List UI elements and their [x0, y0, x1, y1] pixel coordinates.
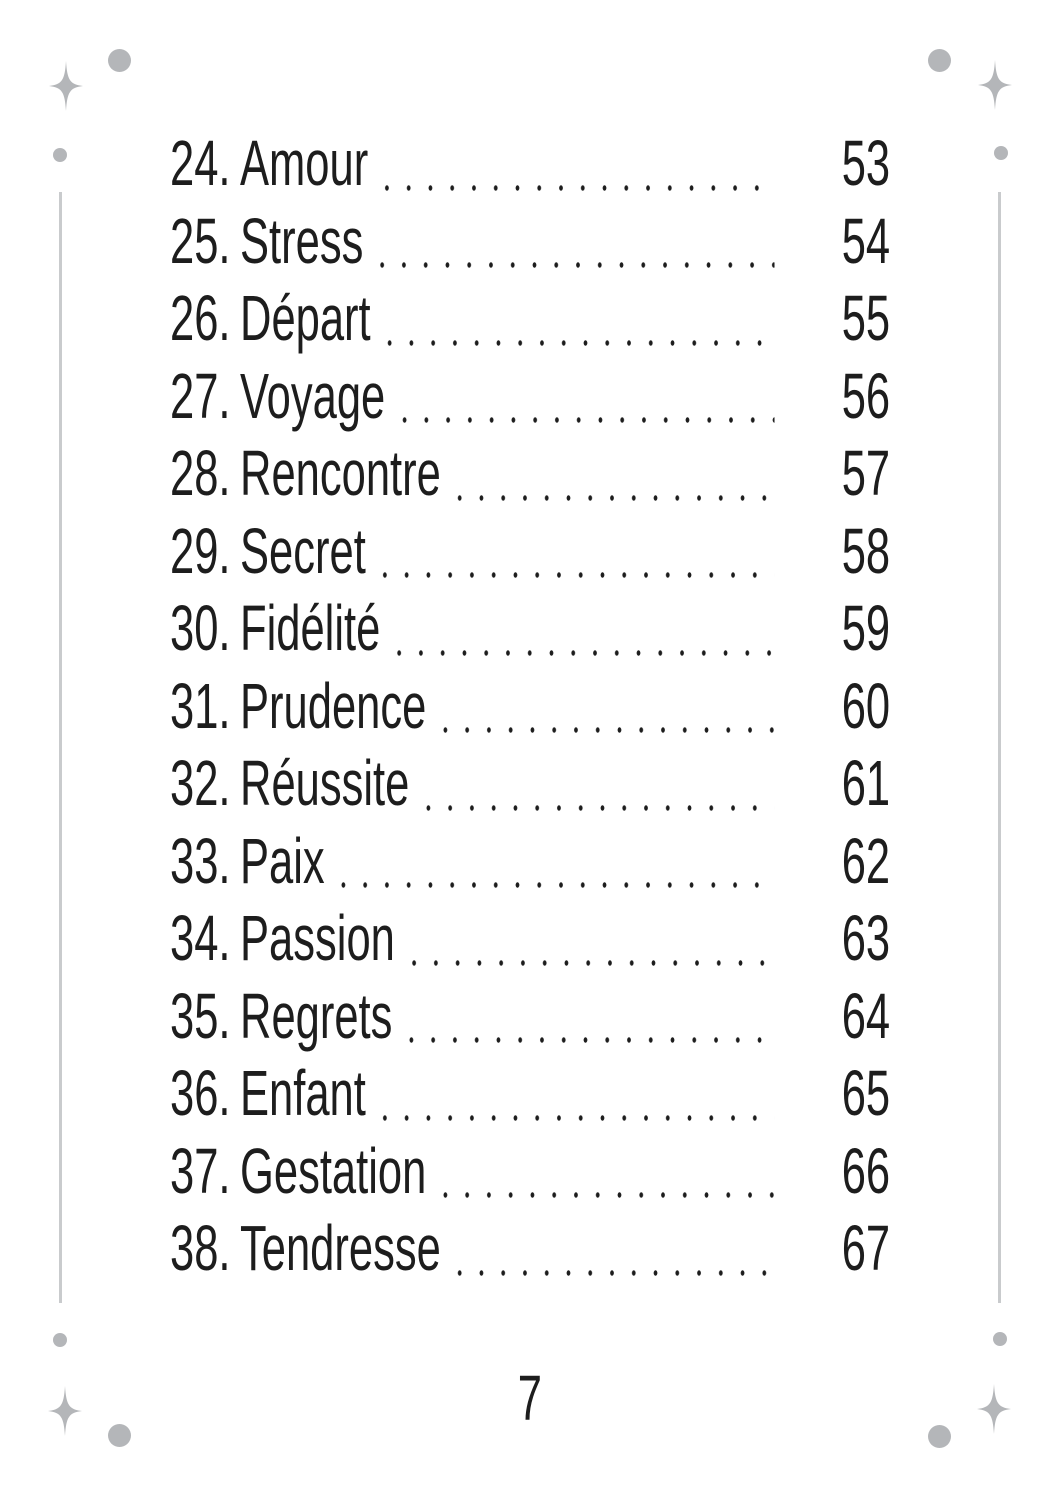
- dot-ornament-small: [53, 1333, 67, 1347]
- dot-leader: [403, 959, 775, 967]
- entry-title: Départ: [240, 282, 371, 354]
- toc-entry: [170, 513, 890, 591]
- toc-entry-inner: [170, 745, 890, 823]
- entry-page-number: 66: [841, 1134, 891, 1207]
- entry-title: Secret: [240, 514, 366, 587]
- entry-number: 30.: [170, 592, 231, 664]
- entry-title: Amour: [240, 127, 369, 199]
- toc-entry: [170, 1133, 890, 1211]
- toc-entry-inner: [170, 280, 890, 358]
- toc-entry-inner: [170, 1055, 890, 1133]
- page-number: 7: [517, 1362, 543, 1434]
- entry-number: 27.: [170, 359, 231, 432]
- toc-entry: [170, 125, 890, 203]
- entry-page-number: 67: [841, 1212, 891, 1284]
- entry-number: 35.: [170, 979, 231, 1052]
- entry-number: 26.: [170, 282, 231, 354]
- entry-title: Rencontre: [240, 437, 441, 509]
- entry-number: 31.: [170, 669, 231, 742]
- entry-title: Paix: [240, 824, 325, 897]
- dot-ornament-small: [994, 146, 1008, 160]
- dot-ornament-small: [53, 148, 67, 162]
- entry-title: Gestation: [240, 1134, 427, 1207]
- entry-page-number: 59: [841, 592, 891, 664]
- dot-ornament-large: [108, 1424, 131, 1447]
- toc-entry: [170, 1055, 890, 1133]
- entry-number: 24.: [170, 127, 231, 199]
- toc-entry-inner: [170, 513, 890, 591]
- page-footer: [170, 1362, 890, 1434]
- toc-entry: [170, 900, 890, 978]
- sparkle-icon: [49, 61, 83, 111]
- dot-ornament-large: [108, 49, 131, 72]
- entry-page-number: 54: [841, 204, 891, 277]
- entry-title: Voyage: [240, 359, 386, 432]
- toc-entry: [170, 745, 890, 823]
- toc-entry: [170, 590, 890, 668]
- toc-entry: [170, 435, 890, 513]
- dot-leader: [376, 184, 774, 192]
- entry-title: Enfant: [240, 1057, 366, 1129]
- toc-entry-inner: [170, 668, 890, 746]
- toc-entry-inner: [170, 978, 890, 1056]
- dot-leader: [417, 804, 774, 812]
- dot-leader: [393, 416, 774, 424]
- dot-leader: [401, 1036, 775, 1044]
- toc-entry-inner: [170, 1133, 890, 1211]
- entry-title: Tendresse: [240, 1212, 441, 1284]
- dot-leader: [374, 571, 775, 579]
- entry-page-number: 56: [841, 359, 891, 432]
- toc-entry: [170, 978, 890, 1056]
- entry-title: Regrets: [240, 979, 393, 1052]
- entry-page-number: 53: [841, 127, 891, 199]
- entry-number: 32.: [170, 747, 231, 819]
- entry-page-number: 60: [841, 669, 891, 742]
- toc-entry-inner: [170, 435, 890, 513]
- entry-page-number: 61: [841, 747, 891, 819]
- entry-number: 36.: [170, 1057, 231, 1129]
- toc-entry-inner: [170, 203, 890, 281]
- toc-entry: [170, 823, 890, 901]
- entry-page-number: 63: [841, 902, 891, 974]
- entry-page-number: 62: [841, 824, 891, 897]
- dot-leader: [434, 1191, 774, 1199]
- toc-entry-inner: [170, 1210, 890, 1288]
- entry-title: Stress: [240, 204, 364, 277]
- entry-title: Fidélité: [240, 592, 381, 664]
- toc-entry-inner: [170, 823, 890, 901]
- sparkle-icon: [48, 1386, 82, 1436]
- entry-title: Passion: [240, 902, 395, 974]
- vertical-rule-right: [998, 192, 1001, 1303]
- sparkle-icon: [978, 60, 1012, 110]
- toc-entry: [170, 668, 890, 746]
- toc-entry-inner: [170, 358, 890, 436]
- dot-ornament-large: [928, 1425, 951, 1448]
- dot-leader: [388, 649, 774, 657]
- entry-page-number: 58: [841, 514, 891, 587]
- entry-number: 37.: [170, 1134, 231, 1207]
- entry-page-number: 64: [841, 979, 891, 1052]
- entry-title: Prudence: [240, 669, 427, 742]
- entry-number: 34.: [170, 902, 231, 974]
- entry-page-number: 65: [841, 1057, 891, 1129]
- dot-leader: [372, 261, 775, 269]
- toc-entry-inner: [170, 590, 890, 668]
- dot-leader: [333, 881, 775, 889]
- entry-number: 33.: [170, 824, 231, 897]
- entry-title: Réussite: [240, 747, 410, 819]
- vertical-rule-left: [59, 192, 62, 1303]
- dot-ornament-large: [928, 49, 951, 72]
- dot-leader: [379, 339, 775, 347]
- table-of-contents: [170, 125, 890, 1288]
- toc-entry-inner: [170, 125, 890, 203]
- toc-entry: [170, 358, 890, 436]
- entry-number: 25.: [170, 204, 231, 277]
- toc-entry: [170, 203, 890, 281]
- entry-number: 28.: [170, 437, 231, 509]
- entry-number: 38.: [170, 1212, 231, 1284]
- toc-entry: [170, 280, 890, 358]
- toc-entry: [170, 1210, 890, 1288]
- entry-page-number: 57: [841, 437, 891, 509]
- dot-ornament-small: [993, 1332, 1007, 1346]
- entry-number: 29.: [170, 514, 231, 587]
- dot-leader: [449, 494, 775, 502]
- dot-leader: [434, 726, 774, 734]
- toc-entry-inner: [170, 900, 890, 978]
- sparkle-icon: [977, 1384, 1011, 1434]
- entry-page-number: 55: [841, 282, 891, 354]
- dot-leader: [449, 1269, 775, 1277]
- dot-leader: [374, 1114, 775, 1122]
